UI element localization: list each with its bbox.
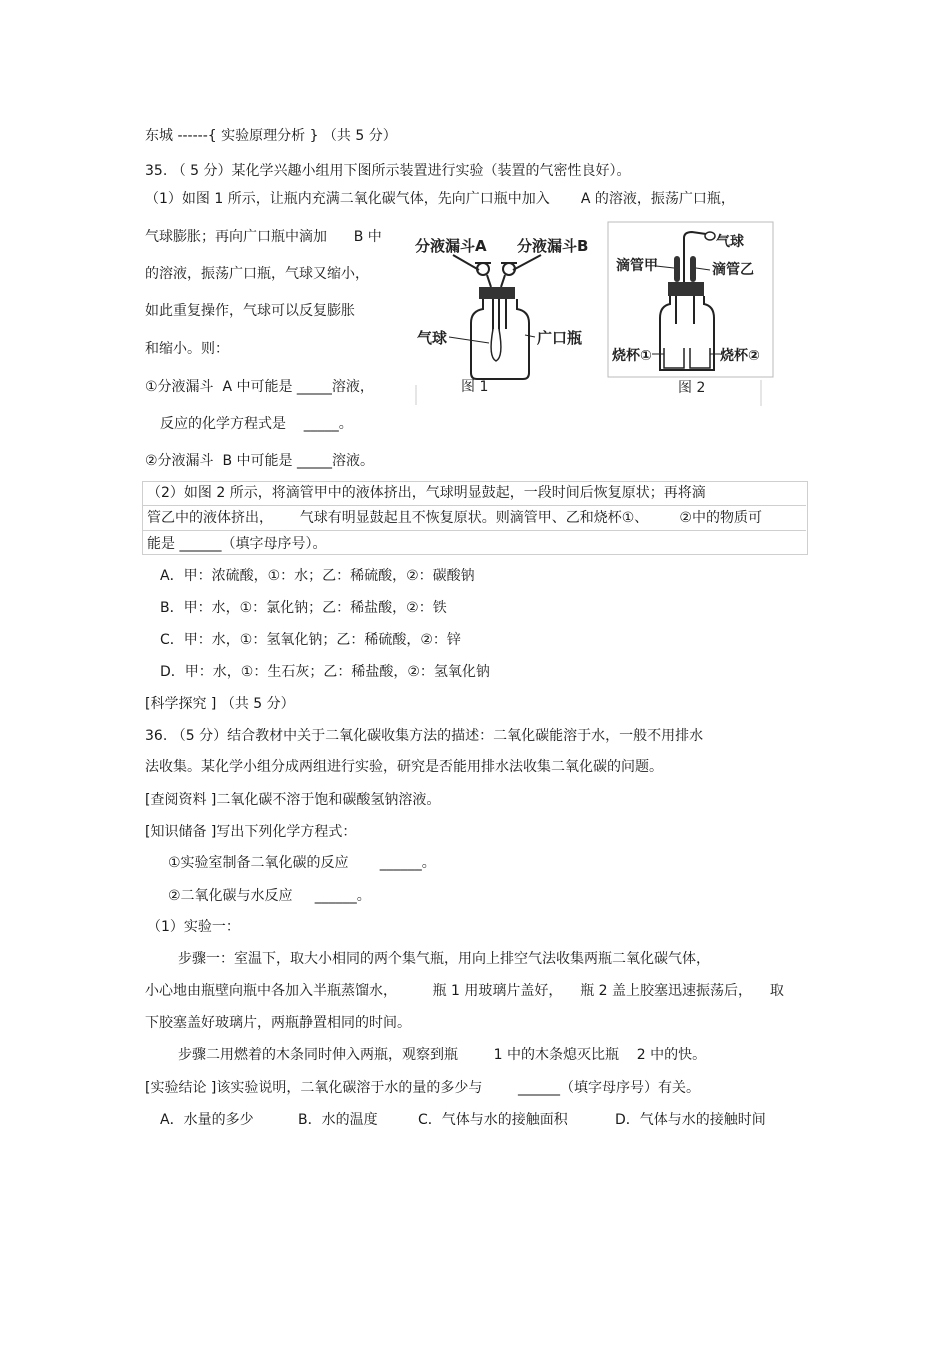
figure-2 [606,220,776,408]
funnel-b-icon [501,255,541,275]
label-beaker-1: 烧杯① [612,348,652,364]
beaker-1-icon [664,348,684,368]
label-bottle: 广口瓶 [537,329,583,347]
q36-stem1: 36. （5 分）结合教材中关于二氧化碳收集方法的描述：二氧化碳能溶于水，一般不用排水 [145,728,704,744]
q36-equation-1: ①实验室制备二氧化碳的反应 ______。 [168,855,436,871]
label-funnel-b: 分液漏斗B [517,237,589,255]
fig2-caption: 图 2 [678,380,706,396]
section-header: 东城 ------{ 实验原理分析 } （共 5 分） [145,128,397,144]
q36-conclusion: [实验结论 ]该实验说明，二氧化碳溶于水的量的多少与 ______（填字母序号）有关。 [145,1080,700,1096]
q36-equation-2: ②二氧化碳与水反应 ______。 [168,888,371,904]
q35-option-a: A．甲：浓硫酸，①：水；乙：稀硫酸，②：碳酸钠 [160,568,475,584]
q36-experiment-1: （1）实验一： [147,919,240,935]
q36-step1-line3: 下胶塞盖好玻璃片，两瓶静置相同的时间。 [145,1015,411,1031]
q35-part1-line2: 气球膨胀；再向广口瓶中滴加 B 中 [145,229,382,245]
q36-option-a: A．水量的多少 [160,1112,254,1128]
q36-stem2: 法收集。某化学小组分成两组进行实验，研究是否能用排水法收集二氧化碳的问题。 [145,759,663,775]
q35-option-b: B．甲：水，①：氯化钠；乙：稀盐酸，②：铁 [160,600,447,616]
q35-part2-line2: 管乙中的液体挤出， 气球有明显鼓起且不恢复原状。则滴管甲、乙和烧杯①、 ②中的物质可 [147,510,762,526]
q36-reference: [查阅资料 ]二氧化碳不溶于饱和碳酸氢钠溶液。 [145,792,441,808]
q36-knowledge: [知识储备 ]写出下列化学方程式： [145,824,357,840]
stopper-icon-2 [668,282,704,296]
label-funnel-a: 分液漏斗A [415,237,487,255]
q36-option-c: C．气体与水的接触面积 [418,1112,568,1128]
funnel-a-icon [453,255,491,275]
label-balloon-2: 气球 [716,234,744,250]
q35-part1-line4: 如此重复操作，气球可以反复膨胀 [145,303,355,319]
q35-sub1-equation: 反应的化学方程式是 _____。 [160,416,353,432]
figure-1 [413,225,603,405]
q35-part2-line3: 能是 ______（填字母序号）。 [147,536,327,552]
stopper-icon [479,287,515,299]
label-beaker-2: 烧杯② [720,348,760,364]
label-dropper-jia: 滴管甲 [616,258,658,274]
part2-divider-2 [142,530,806,531]
q36-section: [科学探究 ] （共 5 分） [145,696,295,712]
q35-stem: 35. （ 5 分）某化学兴趣小组用下图所示装置进行实验（装置的气密性良好）。 [145,163,631,179]
balloon-icon [491,329,501,361]
q36-step1-line1: 步骤一：室温下，取大小相同的两个集气瓶，用向上排空气法收集两瓶二氧化碳气体， [178,951,710,967]
label-balloon: 气球 [417,329,448,347]
q36-step2: 步骤二用燃着的木条同时伸入两瓶，观察到瓶 1 中的木条熄灭比瓶 2 中的快。 [178,1047,707,1063]
bottle-icon-2 [660,296,714,370]
q35-option-d: D．甲：水，①：生石灰；乙：稀盐酸，②：氢氧化钠 [160,664,490,680]
dropper-yi-icon [690,256,696,282]
q35-part2-line1: （2）如图 2 所示，将滴管甲中的液体挤出，气球明显鼓起，一段时间后恢复原状；再将滴 [147,485,706,501]
label-dropper-yi: 滴管乙 [712,262,754,278]
q35-option-c: C．甲：水，①：氢氧化钠；乙：稀硫酸，②：锌 [160,632,461,648]
part2-divider-1 [142,505,806,506]
dropper-jia-icon [674,256,680,282]
q36-option-d: D．气体与水的接触时间 [615,1112,766,1128]
fig1-caption: 图 1 [461,379,489,395]
q35-part1-line1: （1）如图 1 所示，让瓶内充满二氧化碳气体，先向广口瓶中加入 A 的溶液，振荡广口瓶， [145,191,735,207]
q36-step1-line2: 小心地由瓶壁向瓶中各加入半瓶蒸馏水， 瓶 1 用玻璃片盖好， 瓶 2 盖上胶塞迅速振荡后， 取 [145,983,784,999]
q35-part1-line5: 和缩小。则： [145,341,229,357]
q35-sub1: ①分液漏斗 A 中可能是 _____溶液， [145,379,374,395]
beaker-2-icon [690,348,710,368]
q36-option-b: B．水的温度 [298,1112,378,1128]
q35-part1-line3: 的溶液，振荡广口瓶，气球又缩小， [145,266,369,282]
q35-sub2: ②分液漏斗 B 中可能是 _____溶液。 [145,453,374,469]
balloon-icon-2 [705,232,715,240]
